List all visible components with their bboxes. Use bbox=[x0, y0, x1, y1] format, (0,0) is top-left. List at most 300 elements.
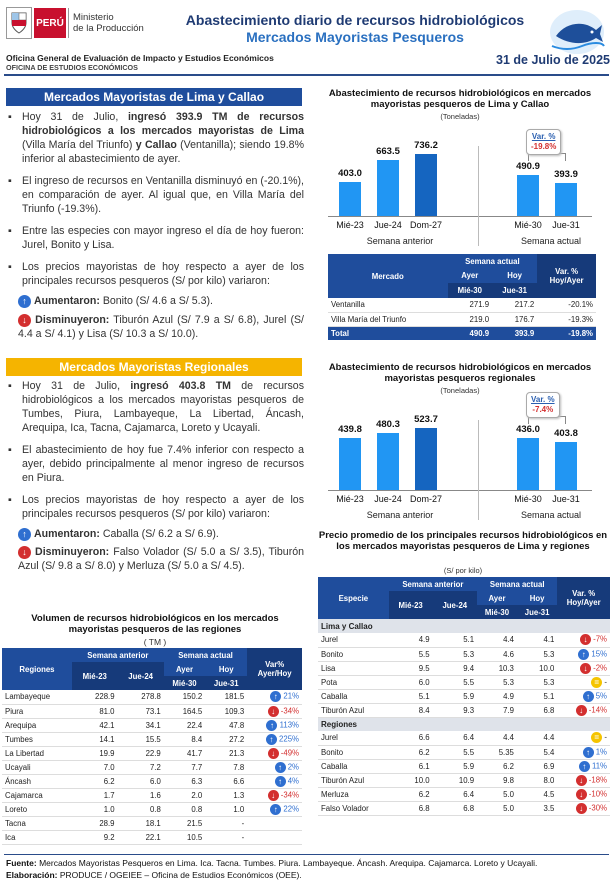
chart-regional-title: Abastecimiento de recursos hidrobiológicos en mercados mayoristas pesqueros regionales bbox=[328, 362, 592, 384]
var-cell bbox=[247, 704, 302, 718]
table-cell: 9.4 bbox=[433, 661, 478, 675]
lima-increased: ↑ Aumentaron: Bonito (S/ 4.6 a S/ 5.3). bbox=[6, 294, 304, 308]
var-cell bbox=[557, 661, 610, 675]
table-cell: 4.1 bbox=[517, 633, 557, 647]
table-cell: 15.5 bbox=[118, 732, 164, 746]
bar-mié-23 bbox=[339, 438, 361, 490]
table-cell: 3.5 bbox=[517, 801, 557, 815]
bar-mié-30 bbox=[517, 175, 539, 216]
arrow-down-icon: ↓ bbox=[576, 705, 587, 716]
table-cell: Jurel bbox=[318, 731, 389, 745]
header-divider bbox=[4, 74, 609, 76]
table-cell: 6.9 bbox=[517, 759, 557, 773]
table-cell: 6.0 bbox=[118, 774, 164, 788]
col-ayer: Ayer bbox=[164, 662, 205, 676]
total-row bbox=[328, 326, 596, 340]
var-value: -18% bbox=[588, 775, 607, 785]
var-value: 113% bbox=[279, 720, 299, 730]
chart-regional bbox=[310, 392, 610, 522]
var-value: 225% bbox=[279, 734, 299, 744]
var-label: Var. % bbox=[531, 395, 555, 404]
bar-value-label: 439.8 bbox=[338, 424, 362, 435]
table-row bbox=[2, 732, 302, 746]
table-row bbox=[2, 802, 302, 816]
table-cell: 5.0 bbox=[477, 801, 517, 815]
table-cell: 0.8 bbox=[118, 802, 164, 816]
chart-lima bbox=[310, 118, 610, 248]
col-d2: Jue-24 bbox=[433, 591, 478, 619]
table-row bbox=[2, 830, 302, 844]
table-row bbox=[318, 759, 610, 773]
arrow-down-icon: ↓ bbox=[268, 706, 279, 717]
var-cell bbox=[557, 745, 610, 759]
col-d4: Jue-31 bbox=[517, 605, 557, 619]
table-cell: 490.9 bbox=[448, 326, 493, 340]
price-table-unit: (S/ por kilo) bbox=[443, 566, 483, 575]
regional-text bbox=[6, 379, 304, 573]
table-cell: Arequipa bbox=[2, 718, 72, 732]
arrow-down-icon: ↓ bbox=[576, 803, 587, 814]
table-cell: 150.2 bbox=[164, 690, 205, 704]
table-cell: Lambayeque bbox=[2, 690, 72, 704]
col-curr-week: Semana actual bbox=[164, 648, 247, 662]
table-cell: Ventanilla bbox=[328, 298, 448, 312]
var-cell bbox=[247, 830, 302, 844]
table-cell: 278.8 bbox=[118, 690, 164, 704]
col-hoy: Hoy bbox=[205, 662, 247, 676]
table-cell: Caballa bbox=[318, 689, 389, 703]
regional-section-bar: Mercados Mayoristas Regionales bbox=[6, 358, 302, 376]
table-row bbox=[318, 787, 610, 801]
table-cell: 6.8 bbox=[517, 703, 557, 717]
var-cell bbox=[557, 689, 610, 703]
table-cell: 271.9 bbox=[448, 298, 493, 312]
group-label-prev: Semana anterior bbox=[366, 236, 434, 246]
bar-value-label: 480.3 bbox=[376, 419, 400, 430]
table-cell: 21.5 bbox=[164, 816, 205, 830]
table-cell: 393.9 bbox=[492, 326, 537, 340]
table-cell: 6.0 bbox=[389, 675, 433, 689]
arrow-up-icon: ↑ bbox=[270, 691, 281, 702]
var-cell bbox=[247, 802, 302, 816]
x-tick-label: Jue-31 bbox=[552, 220, 580, 230]
var-value: 2% bbox=[287, 762, 299, 772]
col-semana-actual: Semana actual bbox=[448, 254, 538, 269]
table-cell: 19.9 bbox=[72, 746, 118, 760]
table-cell: 8.0 bbox=[517, 773, 557, 787]
table-row bbox=[2, 718, 302, 732]
table-cell: 14.1 bbox=[72, 732, 118, 746]
office-name: Oficina General de Evaluación de Impacto y Estudios Económicos bbox=[6, 53, 274, 63]
var-cell bbox=[557, 773, 610, 787]
x-tick-label: Mié-30 bbox=[514, 220, 542, 230]
table-row bbox=[318, 773, 610, 787]
chart-regional-unit: (Toneladas) bbox=[440, 386, 480, 395]
table-cell: Caballa bbox=[318, 759, 389, 773]
table-cell: 1.3 bbox=[205, 788, 247, 802]
var-value: -14% bbox=[588, 705, 607, 715]
regions-table-unit: ( TM ) bbox=[143, 637, 167, 647]
table-cell: 6.8 bbox=[433, 801, 478, 815]
var-value: 1% bbox=[595, 747, 607, 757]
table-cell: 10.0 bbox=[517, 661, 557, 675]
table-cell: - bbox=[205, 816, 247, 830]
bar-value-label: 523.7 bbox=[414, 414, 438, 425]
var-cell bbox=[247, 746, 302, 760]
lima-decreased: ↓ Disminuyeron: Tiburón Azul (S/ 7.9 a S/ 6.8), Jurel (S/ 4.4 a S/ 4.1) y Lisa (S/ 10.3 a S/ 10.0). bbox=[18, 314, 304, 340]
x-tick-label: Dom-27 bbox=[409, 494, 442, 504]
table-cell: 0.8 bbox=[164, 802, 205, 816]
var-label: Var. % bbox=[531, 132, 556, 141]
table-row bbox=[318, 703, 610, 717]
table-cell: 9.3 bbox=[433, 703, 478, 717]
footer-source: Fuente: Mercados Mayoristas Pesqueros en Lima. Ica. Tacna. Tumbes. Piura. Lambayeque. Áncash. Arequipa. Cajamarca. Loreto y Ucayali. bbox=[6, 858, 538, 868]
table-cell: 18.1 bbox=[118, 816, 164, 830]
arrow-up-icon: ↑ bbox=[275, 776, 286, 787]
table-cell: Tiburón Azul bbox=[318, 703, 389, 717]
table-cell: 6.2 bbox=[389, 787, 433, 801]
var-cell bbox=[557, 731, 610, 745]
arrow-up-icon: ↑ bbox=[275, 762, 286, 773]
col-d3: Mié-30 bbox=[477, 605, 517, 619]
col-d3: Mié-30 bbox=[164, 676, 205, 690]
col-regions: Regiones bbox=[2, 648, 72, 690]
var-cell bbox=[557, 647, 610, 661]
chart-lima-title: Abastecimiento de recursos hidrobiológicos en mercados mayoristas pesqueros de Lima y Callao bbox=[328, 88, 592, 110]
table-cell: Villa María del Triunfo bbox=[328, 312, 448, 326]
table-cell: 10.9 bbox=[433, 773, 478, 787]
table-cell: Tiburón Azul bbox=[318, 773, 389, 787]
col-d1: Mié-30 bbox=[448, 283, 493, 298]
col-ayer: Ayer bbox=[448, 269, 493, 284]
table-cell: Falso Volador bbox=[318, 801, 389, 815]
arrow-up-icon: ↑ bbox=[266, 720, 277, 731]
bar-jue-31 bbox=[555, 183, 577, 216]
col-hoy: Hoy bbox=[517, 591, 557, 605]
bar-value-label: 403.8 bbox=[554, 428, 578, 439]
table-cell: 22.1 bbox=[118, 830, 164, 844]
table-cell: 6.4 bbox=[433, 731, 478, 745]
table-cell: 41.7 bbox=[164, 746, 205, 760]
var-value: -2% bbox=[593, 663, 607, 673]
table-cell: 4.4 bbox=[477, 633, 517, 647]
var-cell bbox=[557, 801, 610, 815]
var-value: -19.8% bbox=[531, 142, 557, 151]
page-title: Abastecimiento diario de recursos hidrobiológicos bbox=[185, 12, 525, 28]
regions-table bbox=[2, 648, 302, 845]
table-cell: Bonito bbox=[318, 647, 389, 661]
table-cell: Tacna bbox=[2, 816, 72, 830]
var-cell bbox=[247, 690, 302, 704]
regional-paragraph-2: ▪ El abastecimiento de hoy fue 7.4% inferior con respecto a ayer, debido principalmente al menor ingreso de recursos en Piura. bbox=[8, 444, 304, 484]
x-tick-label: Mié-23 bbox=[336, 220, 364, 230]
table-cell: 8.4 bbox=[389, 703, 433, 717]
x-tick-label: Mié-30 bbox=[514, 494, 542, 504]
x-axis bbox=[328, 216, 592, 217]
table-cell: 4.9 bbox=[477, 689, 517, 703]
table-cell: 6.8 bbox=[389, 801, 433, 815]
table-cell: 22.9 bbox=[118, 746, 164, 760]
arrow-up-icon: ↑ bbox=[578, 649, 589, 660]
table-cell: 6.1 bbox=[389, 759, 433, 773]
arrow-down-icon: ↓ bbox=[580, 634, 591, 645]
table-cell: 228.9 bbox=[72, 690, 118, 704]
arrow-down-icon: ↓ bbox=[268, 748, 279, 759]
ministry-name: Ministerio de la Producción bbox=[68, 8, 166, 38]
table-cell: 4.6 bbox=[477, 647, 517, 661]
table-cell: 7.2 bbox=[118, 760, 164, 774]
table-row bbox=[328, 312, 596, 326]
var-cell bbox=[247, 774, 302, 788]
table-row bbox=[2, 746, 302, 760]
col-d4: Jue-31 bbox=[205, 676, 247, 690]
table-cell: 5.5 bbox=[433, 675, 478, 689]
table-row bbox=[318, 647, 610, 661]
var-value: -30% bbox=[588, 803, 607, 813]
table-cell: Jurel bbox=[318, 633, 389, 647]
regional-increased: ↑ Aumentaron: Caballa (S/ 6.2 a S/ 6.9). bbox=[6, 527, 304, 541]
table-cell: -19.8% bbox=[537, 326, 596, 340]
table-cell: - bbox=[205, 830, 247, 844]
col-d1: Mié-23 bbox=[389, 591, 433, 619]
report-date: 31 de Julio de 2025 bbox=[496, 53, 610, 67]
col-var: Var. % Hoy/Ayer bbox=[557, 577, 610, 619]
var-cell bbox=[247, 732, 302, 746]
bar-value-label: 393.9 bbox=[554, 169, 578, 180]
table-cell: 7.8 bbox=[205, 760, 247, 774]
table-cell: 6.2 bbox=[72, 774, 118, 788]
var-value: 11% bbox=[591, 761, 607, 771]
arrow-up-icon: ↑ bbox=[270, 804, 281, 815]
table-cell: La Libertad bbox=[2, 746, 72, 760]
section-row bbox=[318, 619, 610, 633]
arrow-up-icon: ↑ bbox=[579, 761, 590, 772]
x-tick-label: Jue-24 bbox=[374, 494, 402, 504]
peru-logo: PERÚ bbox=[34, 8, 66, 38]
table-cell: Piura bbox=[2, 704, 72, 718]
col-d2: Jue-24 bbox=[118, 662, 164, 690]
table-cell: 81.0 bbox=[72, 704, 118, 718]
var-value: 15% bbox=[591, 649, 607, 659]
table-cell: 164.5 bbox=[164, 704, 205, 718]
bar-jue-31 bbox=[555, 442, 577, 490]
regional-paragraph-3: ▪ Los precios mayoristas de hoy respecto a ayer de los principales recursos pesqueros (S/ por kilo) variaron: bbox=[8, 494, 304, 520]
table-cell: 9.8 bbox=[477, 773, 517, 787]
bar-value-label: 436.0 bbox=[516, 424, 540, 435]
var-cell bbox=[247, 718, 302, 732]
bar-value-label: 490.9 bbox=[516, 161, 540, 172]
table-cell: 176.7 bbox=[492, 312, 537, 326]
col-d2: Jue-31 bbox=[492, 283, 537, 298]
table-cell: 1.0 bbox=[205, 802, 247, 816]
var-value: - bbox=[604, 677, 607, 687]
table-row bbox=[318, 745, 610, 759]
table-cell: Loreto bbox=[2, 802, 72, 816]
table-row bbox=[2, 816, 302, 830]
table-cell: -20.1% bbox=[537, 298, 596, 312]
arrow-down-icon: ↓ bbox=[576, 775, 587, 786]
arrow-up-icon: ↑ bbox=[18, 295, 31, 308]
col-prev-week: Semana anterior bbox=[72, 648, 164, 662]
bar-value-label: 736.2 bbox=[414, 140, 438, 151]
var-box bbox=[526, 392, 560, 418]
table-row bbox=[2, 690, 302, 704]
x-tick-label: Mié-23 bbox=[336, 494, 364, 504]
col-especie: Especie bbox=[318, 577, 389, 619]
group-label-prev: Semana anterior bbox=[366, 510, 434, 520]
footer-divider bbox=[4, 854, 609, 855]
bar-mié-30 bbox=[517, 438, 539, 490]
var-box bbox=[526, 129, 561, 155]
lima-section-bar: Mercados Mayoristas de Lima y Callao bbox=[6, 88, 302, 106]
arrow-up-icon: ↑ bbox=[583, 747, 594, 758]
col-ayer: Ayer bbox=[477, 591, 517, 605]
table-cell: 5.3 bbox=[517, 675, 557, 689]
lima-paragraph-3: ▪ Entre las especies con mayor ingreso el día de hoy fueron: Jurel, Bonito y Lisa. bbox=[8, 225, 304, 251]
table-cell: 9.2 bbox=[72, 830, 118, 844]
section-label: Regiones bbox=[318, 717, 610, 731]
var-cell bbox=[557, 787, 610, 801]
bar-dom-27 bbox=[415, 428, 437, 490]
footer-elaboration: Elaboración: PRODUCE / OGEIEE – Oficina de Estudios Económicos (OEE). bbox=[6, 870, 302, 880]
table-cell: 7.0 bbox=[72, 760, 118, 774]
table-cell: 10.3 bbox=[477, 661, 517, 675]
table-row bbox=[2, 760, 302, 774]
x-tick-label: Jue-24 bbox=[374, 220, 402, 230]
table-cell: 6.3 bbox=[164, 774, 205, 788]
arrow-down-icon: ↓ bbox=[18, 314, 31, 327]
table-cell: 1.6 bbox=[118, 788, 164, 802]
var-value: -7% bbox=[593, 634, 607, 644]
var-value: -34% bbox=[280, 790, 299, 800]
table-row bbox=[328, 298, 596, 312]
var-value: 5% bbox=[595, 691, 607, 701]
table-cell: 5.3 bbox=[517, 647, 557, 661]
section-label: Lima y Callao bbox=[318, 619, 610, 633]
lima-paragraph-4: ▪ Los precios mayoristas de hoy respecto a ayer de los principales recursos pesqueros (S/ por kilo) variaron: bbox=[8, 261, 304, 287]
table-cell: 1.0 bbox=[72, 802, 118, 816]
table-cell: 21.3 bbox=[205, 746, 247, 760]
table-cell: Lisa bbox=[318, 661, 389, 675]
table-cell: 5.3 bbox=[433, 647, 478, 661]
page-subtitle: Mercados Mayoristas Pesqueros bbox=[246, 29, 464, 45]
table-cell: 27.2 bbox=[205, 732, 247, 746]
table-cell: 5.35 bbox=[477, 745, 517, 759]
table-cell: 1.7 bbox=[72, 788, 118, 802]
group-separator bbox=[478, 420, 479, 520]
table-cell: 5.1 bbox=[517, 689, 557, 703]
arrow-down-icon: ↓ bbox=[576, 789, 587, 800]
table-cell: 73.1 bbox=[118, 704, 164, 718]
table-cell: 4.9 bbox=[389, 633, 433, 647]
table-cell: 5.5 bbox=[433, 745, 478, 759]
table-cell: 8.4 bbox=[164, 732, 205, 746]
price-table-title: Precio promedio de los principales recursos hidrobiológicos en los mercados mayoristas pesqueros de Lima y regiones bbox=[318, 530, 608, 552]
var-cell bbox=[247, 788, 302, 802]
var-cell bbox=[557, 675, 610, 689]
table-cell: -19.3% bbox=[537, 312, 596, 326]
table-cell: 7.9 bbox=[477, 703, 517, 717]
table-cell: 10.0 bbox=[389, 773, 433, 787]
var-value: 22% bbox=[283, 804, 299, 814]
table-cell: 6.6 bbox=[205, 774, 247, 788]
table-cell: 217.2 bbox=[492, 298, 537, 312]
table-cell: 10.5 bbox=[164, 830, 205, 844]
var-cell bbox=[247, 816, 302, 830]
market-table bbox=[328, 254, 596, 340]
arrow-down-icon: ↓ bbox=[18, 546, 31, 559]
bar-mié-23 bbox=[339, 182, 361, 216]
table-cell: Ica bbox=[2, 830, 72, 844]
table-cell: 181.5 bbox=[205, 690, 247, 704]
var-cell bbox=[557, 759, 610, 773]
coat-of-arms-icon bbox=[6, 7, 32, 39]
var-value: 21% bbox=[283, 691, 299, 701]
bar-value-label: 663.5 bbox=[376, 146, 400, 157]
table-cell: 7.7 bbox=[164, 760, 205, 774]
col-d1: Mié-23 bbox=[72, 662, 118, 690]
table-cell: Ucayali bbox=[2, 760, 72, 774]
var-value: -34% bbox=[280, 706, 299, 716]
bar-jue-24 bbox=[377, 160, 399, 216]
table-cell: 9.5 bbox=[389, 661, 433, 675]
section-row bbox=[318, 717, 610, 731]
table-cell: Bonito bbox=[318, 745, 389, 759]
table-row bbox=[2, 774, 302, 788]
table-cell: 5.5 bbox=[389, 647, 433, 661]
table-cell: Áncash bbox=[2, 774, 72, 788]
bar-value-label: 403.0 bbox=[338, 168, 362, 179]
chart-lima-unit: (Toneladas) bbox=[440, 112, 480, 121]
var-cell bbox=[557, 633, 610, 647]
regional-decreased: ↓ Disminuyeron: Falso Volador (S/ 5.0 a S/ 3.5), Tiburón Azul (S/ 9.8 a S/ 8.0) y Merluza (S/ 5.0 a S/ 4.5). bbox=[18, 546, 305, 572]
table-cell: 5.3 bbox=[477, 675, 517, 689]
table-row bbox=[318, 661, 610, 675]
table-cell: 2.0 bbox=[164, 788, 205, 802]
arrow-up-icon: ↑ bbox=[583, 691, 594, 702]
table-cell: 42.1 bbox=[72, 718, 118, 732]
x-axis bbox=[328, 490, 592, 491]
table-cell: 47.8 bbox=[205, 718, 247, 732]
table-cell: Pota bbox=[318, 675, 389, 689]
table-cell: 6.2 bbox=[389, 745, 433, 759]
office-subname: OFICINA DE ESTUDIOS ECONÓMICOS bbox=[6, 63, 138, 72]
table-cell: 28.9 bbox=[72, 816, 118, 830]
bar-jue-24 bbox=[377, 433, 399, 490]
table-cell: 6.6 bbox=[389, 731, 433, 745]
table-cell: 109.3 bbox=[205, 704, 247, 718]
price-table bbox=[318, 577, 610, 816]
lima-text bbox=[6, 110, 304, 341]
table-row bbox=[2, 704, 302, 718]
lima-paragraph-1: ▪ Hoy 31 de Julio, ingresó 393.9 TM de recursos hidrobiológicos a los mercados mayoristas de Lima (Villa María del Triunfo) y Callao (Ventanilla); siendo 19.8% inferior al abastecimiento de ayer. bbox=[8, 111, 304, 165]
fish-logo-icon bbox=[548, 8, 606, 56]
table-cell: 22.4 bbox=[164, 718, 205, 732]
var-cell bbox=[247, 760, 302, 774]
table-cell: 5.0 bbox=[477, 787, 517, 801]
table-cell: Total bbox=[328, 326, 448, 340]
lima-paragraph-2: ▪ El ingreso de recursos en Ventanilla disminuyó en (-20.1%), en comparación de ayer. Al igual que, en Villa María del Triunfo (-19.3%). bbox=[8, 175, 304, 215]
table-cell: Tumbes bbox=[2, 732, 72, 746]
table-cell: 4.5 bbox=[517, 787, 557, 801]
group-separator bbox=[478, 146, 479, 246]
regions-table-title: Volumen de recursos hidrobiológicos en los mercados mayoristas pesqueros de las regiones bbox=[31, 613, 279, 635]
table-cell: Cajamarca bbox=[2, 788, 72, 802]
table-cell: 6.2 bbox=[477, 759, 517, 773]
arrow-up-icon: ↑ bbox=[18, 528, 31, 541]
table-cell: 5.9 bbox=[433, 759, 478, 773]
table-row bbox=[318, 633, 610, 647]
